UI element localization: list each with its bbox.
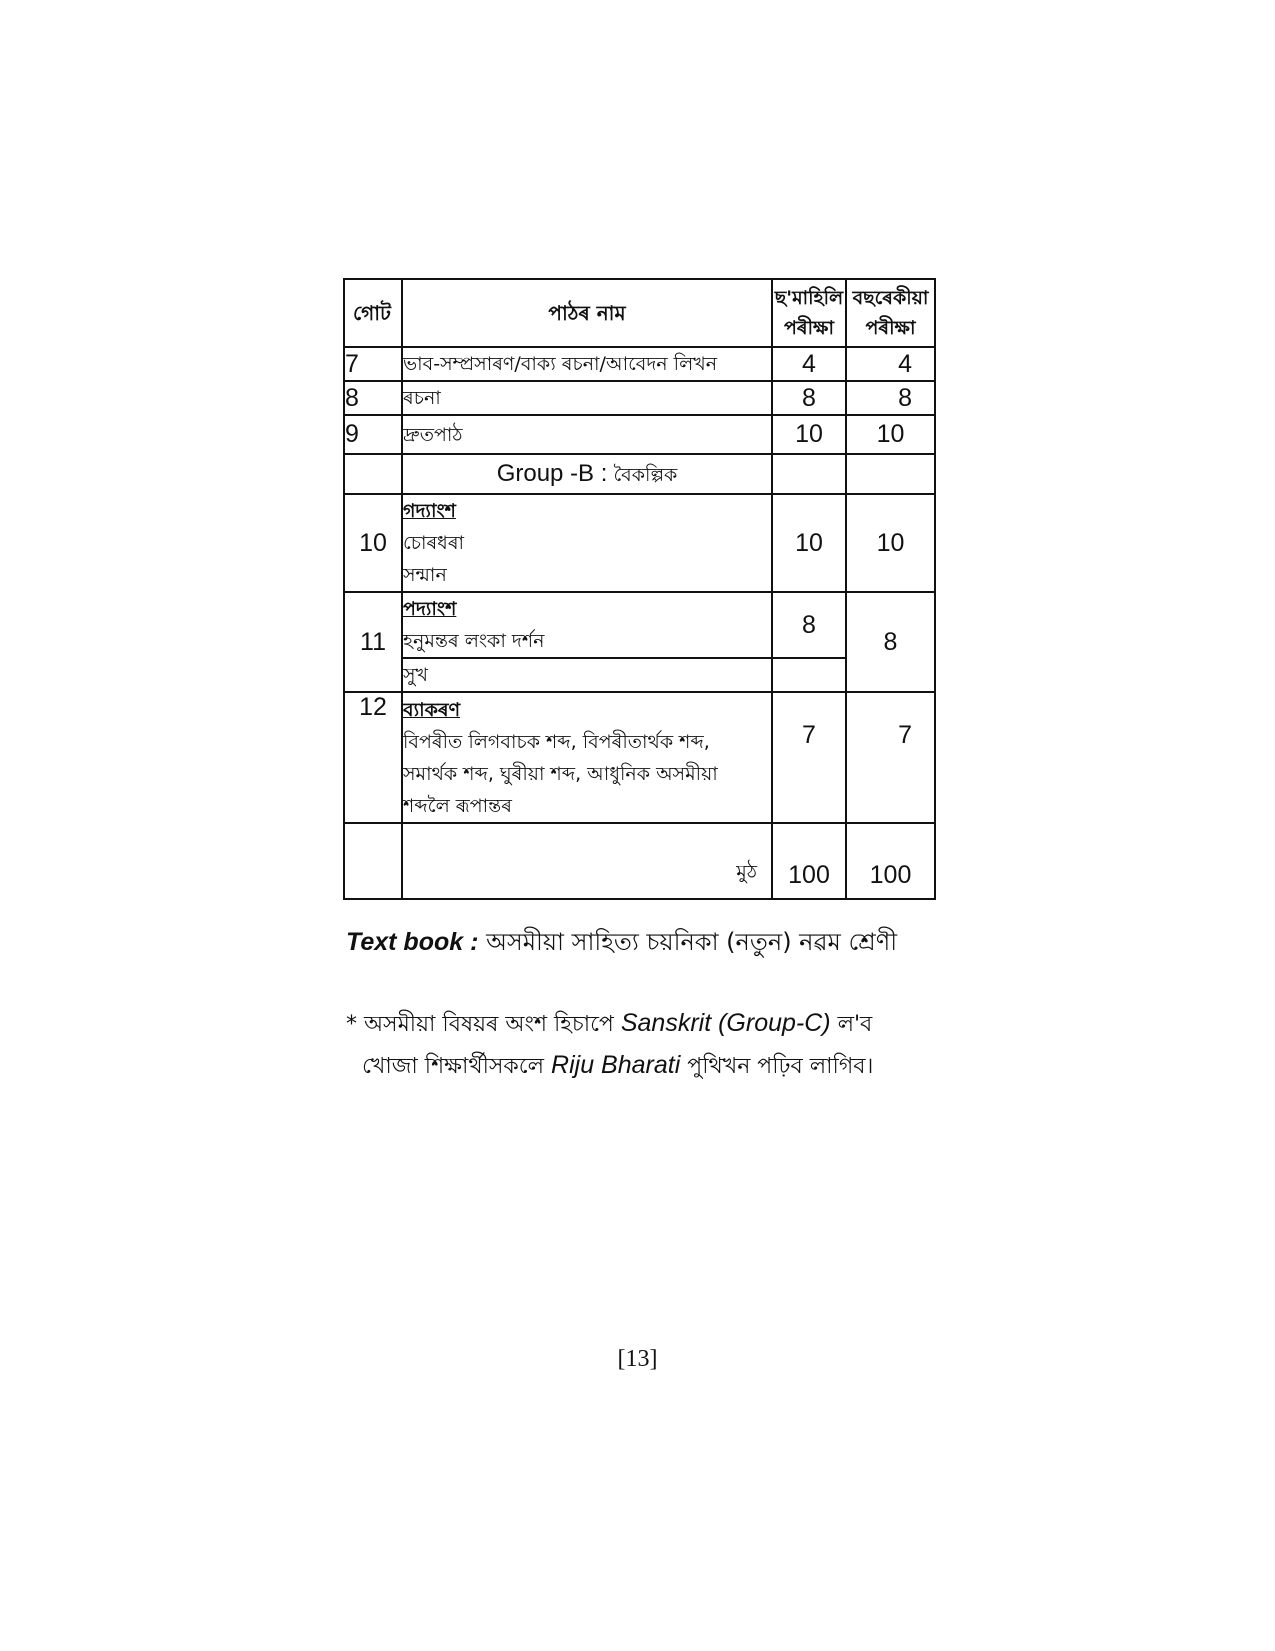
row10-section: গদ্যাংশ: [403, 500, 456, 522]
row12-line: শব্দলৈ ৰূপান্তৰ: [403, 794, 512, 817]
row8-annual: 8: [846, 381, 935, 415]
header-annual-line2: পৰীক্ষা: [865, 317, 916, 339]
row12-annual: 7: [846, 692, 935, 823]
table-row: [344, 381, 935, 415]
textbook-title: অসমীয়া সাহিত্য চয়নিকা (নতুন) নৱম শ্ৰেণী: [486, 928, 898, 956]
row11-item2: সুখ: [402, 658, 772, 692]
group-b-label-bn: বৈকল্পিক: [613, 463, 678, 486]
row9-annual: 10: [846, 415, 935, 454]
note-line-2: [346, 1045, 873, 1087]
note-line-1: [346, 1003, 873, 1045]
note-part1: * অসমীয়া বিষয়ৰ অংশ হিচাপে: [346, 1012, 614, 1037]
note-paragraph: [346, 1003, 873, 1087]
group-b-label: [402, 454, 772, 494]
note-part3: ল'ব: [837, 1012, 873, 1037]
row11-unit: 11: [344, 592, 402, 692]
header-unit: গোট: [344, 279, 402, 347]
table-row: [344, 592, 935, 658]
page-number: [13]: [617, 1346, 658, 1372]
table-row: [344, 347, 935, 381]
note-sanskrit: Sanskrit (Group-C): [620, 1009, 831, 1037]
row12-unit: 12: [344, 692, 402, 823]
row9-unit: 9: [344, 415, 402, 454]
row10-half: 10: [772, 494, 846, 592]
header-annual-line1: বছৰেকীয়া: [852, 287, 929, 309]
row11-item: হনুমন্তৰ লংকা দৰ্শন: [403, 630, 545, 652]
total-label: মুঠ: [402, 823, 772, 899]
row12-section: ব্যাকৰণ: [403, 698, 461, 721]
group-b-row: [344, 454, 935, 494]
row10-name: [402, 494, 772, 592]
group-b-label-en: Group -B :: [496, 459, 608, 487]
row10-annual: 10: [846, 494, 935, 592]
header-lesson-name: পাঠৰ নাম: [402, 279, 772, 347]
total-half: 100: [772, 823, 846, 899]
row11-section: পদ্যাংশ: [403, 598, 457, 620]
header-row: [344, 279, 935, 347]
textbook-line: [346, 924, 897, 964]
row12-line: বিপৰীত লিগবাচক শব্দ, বিপৰীতাৰ্থক শব্দ,: [403, 730, 710, 753]
note-part4: খোজা শিক্ষাৰ্থীসকলে: [362, 1054, 545, 1079]
header-annual: [846, 279, 935, 347]
row11-name: [402, 592, 772, 658]
textbook-label: Text book :: [346, 928, 479, 956]
row7-name: ভাব-সম্প্ৰসাৰণ/বাক্য ৰচনা/আবেদন লিখন: [402, 347, 772, 381]
row8-name: ৰচনা: [402, 381, 772, 415]
table-row: [344, 692, 935, 823]
note-part6: পুথিখন পঢ়িব লাগিব।: [687, 1054, 874, 1079]
row7-half: 4: [772, 347, 846, 381]
header-half-yearly-line2: পৰীক্ষা: [784, 317, 834, 339]
syllabus-table: [343, 278, 936, 900]
note-riju-bharati: Riju Bharati: [551, 1051, 681, 1079]
group-b-half-empty: [772, 454, 846, 494]
row12-line: সমাৰ্থক শব্দ, ঘুৰীয়া শব্দ, আধুনিক অসমীয়া: [403, 762, 718, 785]
group-b-annual-empty: [846, 454, 935, 494]
total-unit-empty: [344, 823, 402, 899]
row10-item: চোৰধৰা: [403, 532, 465, 554]
total-annual: 100: [846, 823, 935, 899]
table-row: [344, 415, 935, 454]
row11-half-empty: [772, 658, 846, 692]
row11-half: 8: [772, 592, 846, 658]
row7-annual: 4: [846, 347, 935, 381]
row8-unit: 8: [344, 381, 402, 415]
row9-name: দ্ৰুতপাঠ: [402, 415, 772, 454]
row12-half: 7: [772, 692, 846, 823]
row11-annual: 8: [846, 592, 935, 692]
header-half-yearly-line1: ছ'মাহিলি: [774, 287, 844, 309]
row7-unit: 7: [344, 347, 402, 381]
row12-name: [402, 692, 772, 823]
row9-half: 10: [772, 415, 846, 454]
total-row: [344, 823, 935, 899]
header-half-yearly: [772, 279, 846, 347]
row8-half: 8: [772, 381, 846, 415]
table-row: [344, 494, 935, 592]
row10-unit: 10: [344, 494, 402, 592]
row10-item: সন্মান: [403, 564, 447, 586]
group-b-unit-empty: [344, 454, 402, 494]
